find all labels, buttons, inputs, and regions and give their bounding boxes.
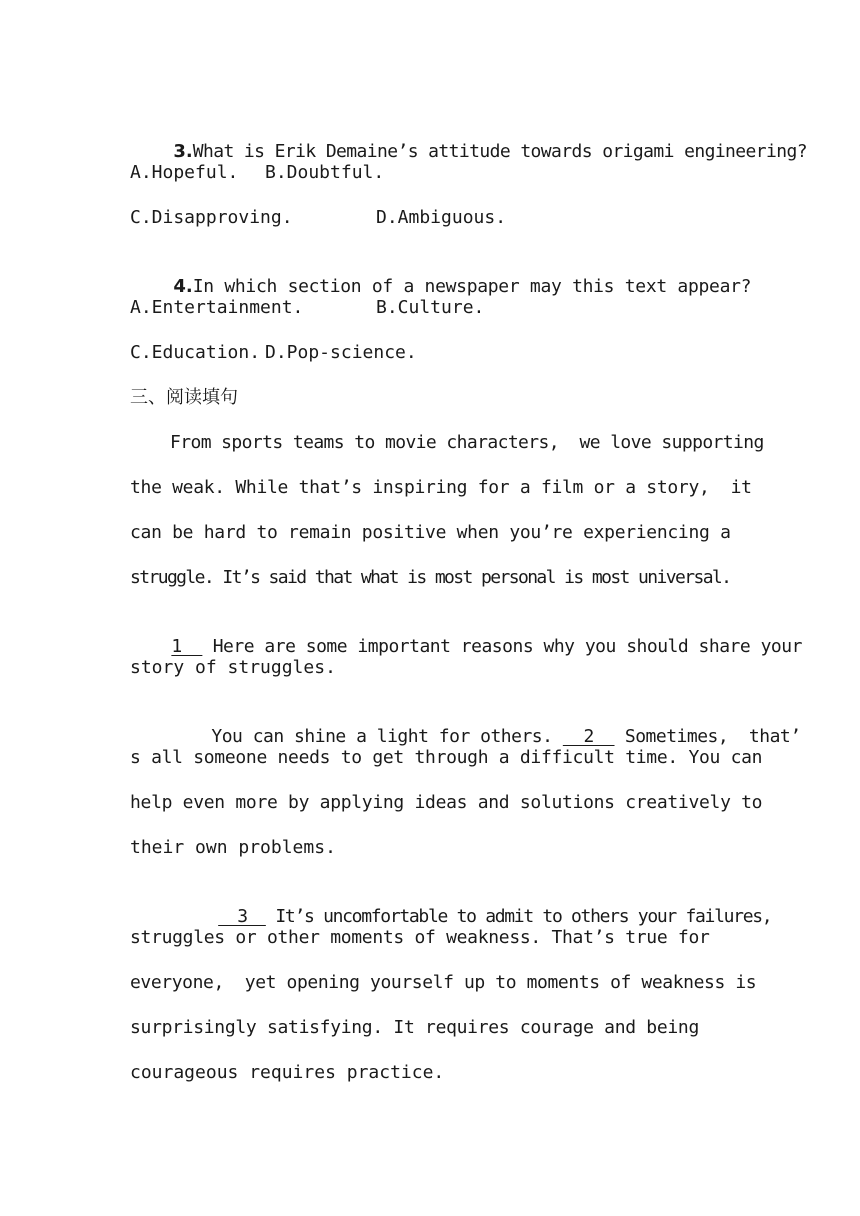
blank-1[interactable]: 1 xyxy=(171,636,203,657)
section-heading: 三、阅读填句 xyxy=(130,387,238,408)
blank-3[interactable]: 3 xyxy=(218,906,266,927)
passage-text: Sometimes, that’ xyxy=(614,726,801,747)
passage-line: courageous requires practice. xyxy=(130,1062,445,1083)
question-stem: In which section of a newspaper may this text appear? xyxy=(192,276,752,297)
passage-text: It’s uncomfortable to admit to others your failures, xyxy=(265,906,772,927)
option-c: C.Education. xyxy=(130,342,261,363)
option-a: A.Entertainment. xyxy=(130,297,304,318)
passage-text: Here are some important reasons why you should share your xyxy=(202,636,802,657)
passage-line: s all someone needs to get through a difficult time. You can xyxy=(130,747,763,768)
passage-line: story of struggles. xyxy=(130,657,336,678)
blank-2[interactable]: 2 xyxy=(562,726,615,747)
passage-text: You can shine a light for others. xyxy=(211,726,563,747)
question-number: 3. xyxy=(173,141,193,162)
passage-line: struggle. It’s said that what is most personal is most universal. xyxy=(130,567,731,588)
passage-line: everyone, yet opening yourself up to moments of weakness is xyxy=(130,972,757,993)
passage-line: From sports teams to movie characters, we love supporting xyxy=(170,432,764,453)
passage-line: their own problems. xyxy=(130,837,336,858)
passage-line: the weak. While that’s inspiring for a film or a story, it xyxy=(130,477,752,498)
question-stem: What is Erik Demaine’s attitude towards origami engineering? xyxy=(192,141,807,162)
question-number: 4. xyxy=(173,276,193,297)
passage-line: surprisingly satisfying. It requires courage and being xyxy=(130,1017,699,1038)
option-d: D.Ambiguous. xyxy=(376,207,507,228)
option-c: C.Disapproving. xyxy=(130,207,293,228)
passage-line: can be hard to remain positive when you’re experiencing a xyxy=(130,522,731,543)
option-b: B.Doubtful. xyxy=(265,162,385,183)
passage-line: help even more by applying ideas and solutions creatively to xyxy=(130,792,763,813)
option-b: B.Culture. xyxy=(376,297,485,318)
option-d: D.Pop-science. xyxy=(265,342,417,363)
passage-line: struggles or other moments of weakness. That’s true for xyxy=(130,927,710,948)
option-a: A.Hopeful. xyxy=(130,162,239,183)
